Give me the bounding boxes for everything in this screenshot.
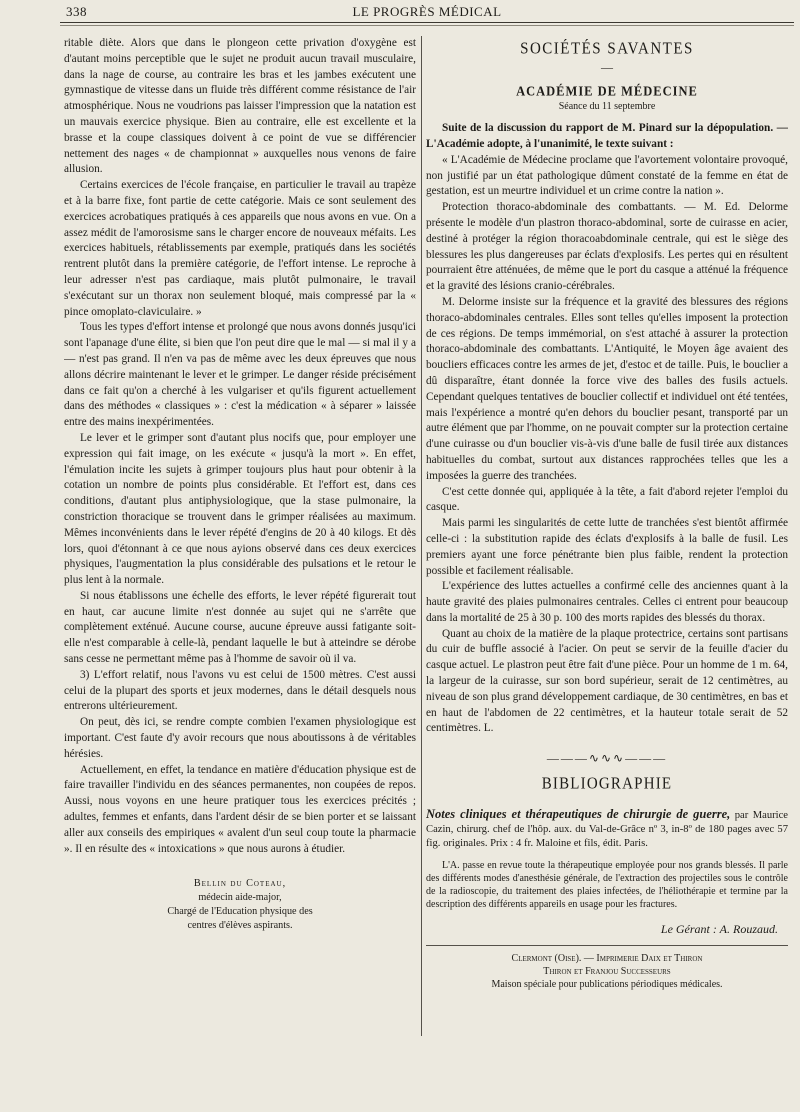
book-details: par Maurice Cazin, chirurg. chef de l'hôp. aux. du Val-de-Grâce nº 3, in-8º de 180 pages avec 57 fig. originales. Prix : 4 fr. Maloine et fils, édit. Paris. (426, 809, 788, 849)
report-paragraph: L'expérience des luttes actuelles a confirmé celle des anciennes quant à la haute gravité des plaies pulmonaires centrales. Celles ci entrent pour beaucoup dans la mortalité de 25 à 30 p. 100 des morts rapides des blessés du thorax. (426, 580, 788, 624)
publisher-manager: Le Gérant : A. Rouzaud. (660, 921, 778, 936)
article-paragraph: Actuellement, en effet, la tendance en matière d'éducation physique est de faire travailler l'individu en des séances permanentes, non coupées de repos. Aussi, nous voyons en une heure pratiquer tous les exercices précités ; adultes, femmes et enfants, dans l'ardent désir de se bien porter et se laissant aller aux conseils des empiriques « avalent d'un seul coup toute la pharmacie ». Il en résulte des « intoxications » que nous aurons à étudier. (64, 763, 416, 855)
report-paragraph: Mais parmi les singularités de cette lutte de tranchées s'est bientôt affirmée celle-ci : la substitution rapide des éclats d'explosifs à la balle de fusil. Les premiers ayant une force pénétrante bien plus faible, rendent la protection possible et facilement réalisable. (426, 517, 788, 577)
printer-line-1: Clermont (Oise). — Imprimerie Daix et Thiron (511, 953, 703, 965)
right-column (426, 36, 788, 1100)
book-entry (426, 807, 788, 851)
printer-line-3: Maison spéciale pour publications périodiques médicales. (491, 979, 723, 991)
report-paragraph: M. Delorme insiste sur la fréquence et la gravité des blessures des régions thoraco-abdominales centrales. Elles sont telles qu'elles imposent la protection de ces régions. De temps immémorial, on s'est attaché à assurer la protection thoraco-abdominale des combattants. L'Antiquité, le Moyen âge avaient des boucliers efficaces contre les armes de jet, d'estoc et de taille. Puis, le bouclier a dû disparaître, étant donnée la force vive des balles des fusils actuels. Cependant quelques tentatives de bouclier collectif et individuel ont été tentées, mais l'expérience a montré qu'en dehors du bouclier pesant, transporté par un autre élément que par l'homme, on ne pouvait compter sur la protection certaine d'une cuirasse ou d'un bouclier vis-à-vis d'une balle de fusil tirée aux distances habituelles du combat, surtout aux distances rapprochées telles que les a imposées la guerre des tranchées. (426, 295, 788, 482)
printer-imprint (426, 945, 788, 991)
article-paragraph: 3) L'effort relatif, nous l'avons vu est celui de 1500 mètres. C'est aussi celui de la plupart des sports et jeux modernes, dans le détail desquels nous entrerons ultérieurement. (64, 668, 416, 713)
author-role: médecin aide-major, (198, 892, 282, 904)
bibliography-title: BIBLIOGRAPHIE (541, 774, 673, 794)
header-rule (60, 22, 794, 23)
book-summary: L'A. passe en revue toute la thérapeutique employée pour nos grands blessés. Il parle des différents modes d'anesthésie générale, de l'extraction des projectiles sous le contrôle de la radioscopie, du traitement des plaies infectées, de l'héliothérapie et termine par la description des différents appareils en usage pour les fractures. (426, 859, 788, 911)
article-paragraph: Certains exercices de l'école française, en particulier le travail au trapèze et à la barre fixe, font partie de cette catégorie. Mais ce sont seulement des exercices acrobatiques pratiqués à ces appareils que nous avons en vue. On a assez médit de l'amorosisme sans le charger encore de nouveaux méfaits. Les exercices habituels, rétablissements par exemple, pratiqués dans les sociétés rentrent plutôt dans la première catégorie, de l'effort intense. Le reproche à leur adresser n'est pas cardiaque, mais plutôt pulmonaire, le travail s'exécutant sur un thorax non seulement bloqué, mais compressé par la « pince omoplato-claviculaire. » (64, 179, 416, 318)
author-affiliation-line1: Chargé de l'Education physique des (167, 906, 313, 918)
article-paragraph: ritable diète. Alors que dans le plongeon cette privation d'oxygène est d'autant moins perceptible que le sujet ne produit aucun travail musculaire, dans la nage de course, au contraire les bras et les jambes exécutent une gymnastique de vitesse dans un fluide très différent comme résistance de l'air atmosphérique. Nous ne voudrions pas laisser l'impression que la natation est un mauvais exercice physique. Bien au contraire, elle est excellente et la brasse et la coupe classiques doivent à ce point de vue se différencier nettement des nages « de championnat » auxquelles nous venons de faire allusion. (64, 37, 416, 176)
section-ornament: ———∿∿∿——— (546, 751, 668, 766)
report-paragraph: Protection thoraco-abdominale des combattants. — M. Ed. Delorme présente le modèle d'un plastron thoraco-abdominal, sorte de cuirasse en acier, destiné à protéger la région thoracoabdominale centrale, qui est le siège des blessures les plus dangereuses par éclats d'explosifs. Les pertes qui en résultent pourraient être atténuées, de même que le port du casque a atténué la fréquence et la gravité des lésions cranio-cérébrales. (426, 201, 788, 293)
author-signature (64, 877, 416, 933)
academy-title: ACADÉMIE DE MÉDECINE (516, 82, 698, 99)
report-paragraph: « L'Académie de Médecine proclame que l'avortement volontaire provoqué, non justifié par un état pathologique dûment constaté de la femme en état de gestation, est un meurtre individuel et un crime contre la nation ». (426, 153, 788, 198)
journal-title: LE PROGRÈS MÉDICAL (352, 4, 502, 19)
session-date: Séance du 11 septembre (558, 101, 656, 113)
section-title: SOCIÉTÉS SAVANTES (520, 39, 694, 59)
page-header (60, 4, 794, 20)
report-paragraph: Suite de la discussion du rapport de M. Pinard sur la dépopulation. — L'Académie adopte, à l'unanimité, le texte suivant : (426, 122, 788, 150)
printer-line-2: Thiron et Franjou Successeurs (543, 966, 671, 978)
author-affiliation-line2: centres d'élèves aspirants. (187, 920, 293, 932)
report-paragraph: Quant au choix de la matière de la plaque protectrice, certains sont partisans du cuir de buffle associé à l'acier. On peut se servir de la feuille d'acier du casque actuel. Le plastron peut être fait d'une pièce. Pour un homme de 1 m. 64, la largeur de la cuirasse, sur son bord supérieur, serait de 12 centimètres, au niveau de son plus grand développement cardiaque, de 30 centimètres, en bas et en haut de l'abdomen de 22 centimètres, et la hauteur totale serait de 52 centimètres. L. (426, 627, 788, 735)
page-number: 338 (66, 4, 87, 19)
article-paragraph: On peut, dès ici, se rendre compte combien l'examen physiologique est important. C'est faute d'y avoir recours que nous aboutissons à de véritables hérésies. (64, 716, 416, 760)
article-paragraph: Tous les types d'effort intense et prolongé que nous avons donnés jusqu'ici sont l'apanage d'une élite, si bien que l'on peut dire que le mal — si mal il y a — n'est pas grand. Il n'en va pas de même avec les deux épreuves que nous allons décrire maintenant le lever et le grimper. Le danger réside précisément dans ce fait qu'on a cherché à les vulgariser et qu'ils figurent actuellement dans des méthodes « classiques » : c'est la médication « à séparer » laissée entre des mains inexpérimentées. (64, 321, 416, 429)
header-rule-secondary (60, 25, 794, 26)
article-paragraph: Si nous établissons une échelle des efforts, le lever répété figurerait tout en haut, car aucune limite n'est donnée au sujet qui ne s'arrête que complètement exténué. Aucune course, aucune épreuve aussi fatigante soit-elle n'est comparable à celle-là, pendant laquelle le but à atteindre se dérobe sans cesse ne permettant même pas à l'homme de savoir où il va. (64, 589, 416, 666)
article-paragraph: Le lever et le grimper sont d'autant plus nocifs que, pour employer une expression qui fait image, on les exécute « jusqu'à la mort ». En effet, l'émulation incite les sujets à grimper toujours plus haut pour obtenir à la cotation un nombre de points plus considérable. Et l'effort est, dans ces conditions, d'autant plus antiphysiologique, que la stase pulmonaire, la constriction thoracique se trouvent dans le grimper réalisées au maximum. Mêmes inconvénients dans le lever répété d'engins de 20 à 40 kilogs. Et dès lors, quoi d'étonnant à ce que nous ayions observé dans ces deux exercices physiques, l'augmentation la plus considérable des pulsations et le retour le plus lent à la normale. (64, 431, 416, 587)
column-divider (421, 36, 422, 1036)
section-dash: — (601, 59, 613, 74)
author-name: Bellin du Coteau, (193, 878, 287, 890)
left-column (64, 36, 416, 1046)
report-paragraph: C'est cette donnée qui, appliquée à la tête, a fait d'abord rejeter l'emploi du casque. (426, 485, 788, 514)
book-title: Notes cliniques et thérapeutiques de chirurgie de guerre, (426, 806, 731, 821)
